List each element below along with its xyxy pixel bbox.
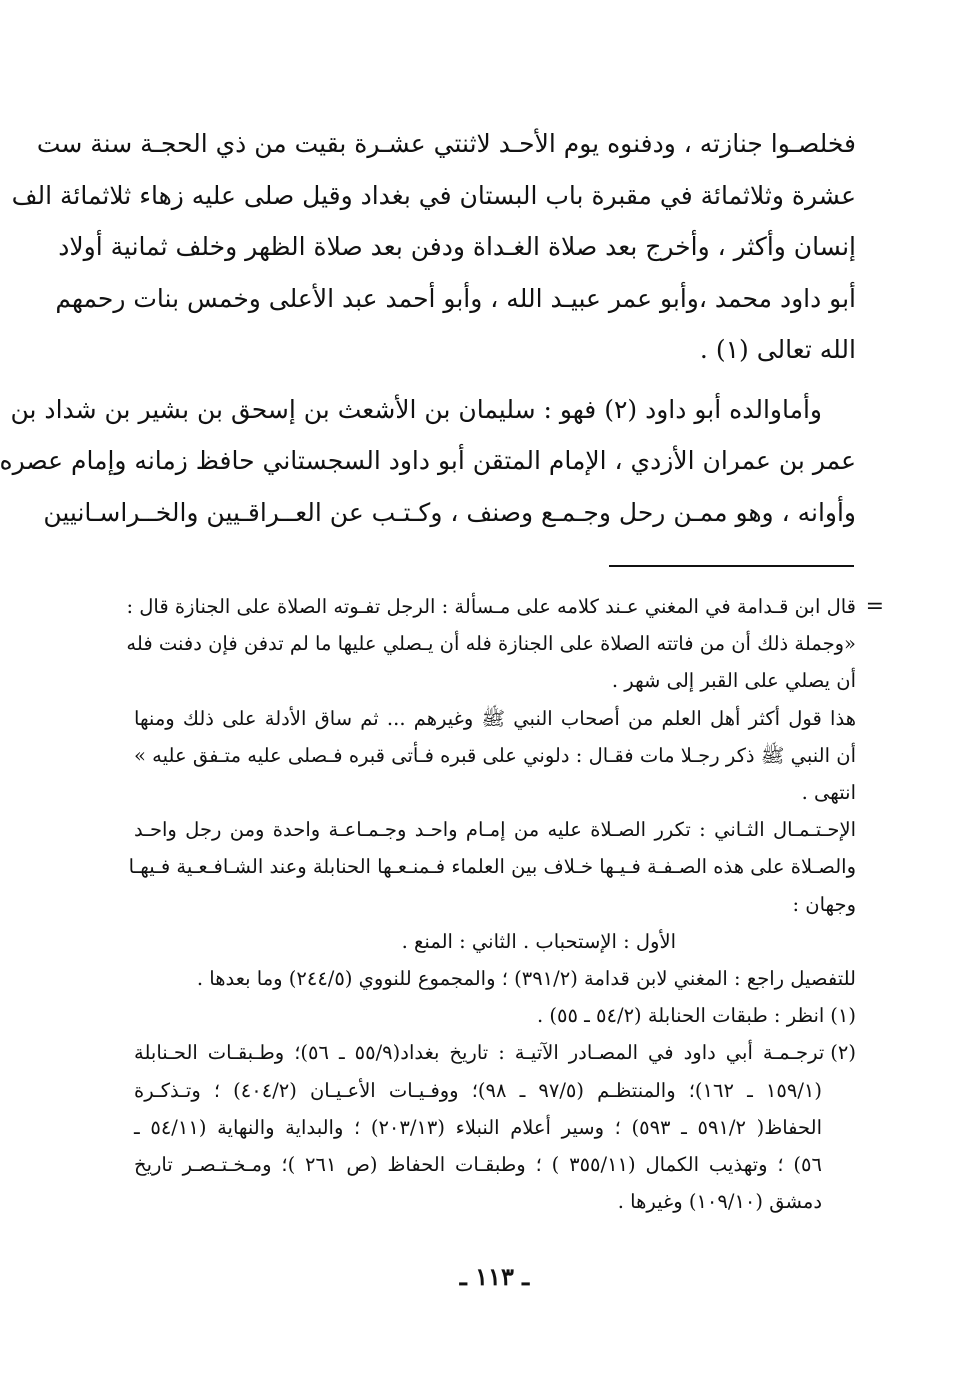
footnote-2 [134,1034,856,1220]
footnote-line: انتهى . [801,781,856,805]
footnote-line: أن يصلي على القبر إلى شهر . [611,669,856,693]
footnote-number: (١) [830,1004,856,1028]
footnote-line: أن النبي ﷺ ذكر رجـلا مات فقـال : دلوني على قبره فـأتى قبره فـصلى عليه متـفق عليه » [134,743,856,767]
text-line: وأوانه ، وهو ممـن رحل وجـمـع وصنف ، وكـتـب عن العــراقـيين والخــراسـانيين [43,497,856,527]
page-number: ـ ١١٣ ـ [459,1262,530,1291]
paragraph-1 [11,118,856,376]
text-line: إنسان وأكثر ، وأخرج بعد صلاة الغـداة ودفن بعد صلاة الظهر وخلف ثمانية أولاد [58,232,856,261]
text-line: فخلصـوا جنازته ، ودفنوه يوم الأحـد لاثنتي عشـرة بقيت من ذي الحجـة سنة ست [36,129,856,158]
footnote-separator [609,565,854,567]
text-line: عشرة وثلاثمائة في مقبرة باب البستان في بغداد وقيل صلى عليه زهاء ثلاثمائة الف [11,180,856,210]
footnote-line: الإحـتـمـال الثـاني : تكرر الصـلاة عليه من إمـام واحـد وجـمـاعـة واحدة ومن رجل واحـد [134,818,856,842]
footnote-text: انظر : طبقات الحنابلة (٥٤/٢ ـ ٥٥) . [536,1004,825,1028]
footnote-line: والصـلاة على هذه الصـفـة فـيـها خـلاف بين العلماء فـمنـعـها الحنابلة وعند الشـافـعـية فـيهـا [128,855,856,879]
footnote-number: (٢) [830,1041,856,1065]
text-line: وأماوالده أبو داود (٢) فهو : سليمان بن الأشعث بن إسحق بن بشير بن شداد بن [10,394,822,424]
text-line: أبو داود محمد ،وأبو عمر عبيـد الله ، وأبو أحمد عبد الأعلى وخمس بنات رحمهم [55,283,856,313]
footnote-line: الأول : الإستحباب . الثاني : المنع . [401,929,676,953]
paragraph-2 [0,384,856,539]
footnote-1 [134,997,856,1034]
main-text [0,118,856,538]
footnote-line: «وجملة ذلك أن من فاتته الصلاة على الجنازة فله أن يـصلي عليها ما لم تدفن فإن دفنت فله [126,632,856,656]
footnote-line: الحفاظ( ٥٩١/٢ ـ ٥٩٣) ؛ وسير أعلام النبلاء (٢٠٣/١٣) ؛ والبداية والنهاية (٥٤/١١ ـ [134,1115,822,1139]
footnote-line: دمشق (١٠٩/١٠) وغيرها . [617,1190,822,1214]
footnote-line: (١٥٩/١ ـ ١٦٢)؛ والمنتظـم (٩٧/٥ ـ ٩٨)؛ ووفـيـات الأعـيـان (٤٠٤/٢) ؛ وتـذكـرة [134,1078,822,1102]
text-line: الله تعالى (١) . [699,335,856,364]
footnotes [126,588,856,1220]
footnote-continuation-marker: = [865,594,884,619]
footnote-line: هذا قول أكثر أهل العلم من أصحاب النبي ﷺ وغيرهم ... ثم ساق الأدلة على ذلك ومنها [134,706,856,730]
text-line: عمر بن عمران الأزدي ، الإمام المتقن أبو داود السجستاني حافظ زمانه وإمام عصره [0,446,856,475]
footnote-line: وجهان : [792,892,856,916]
footnote-line: ٥٦) ؛ وتهذيب الكمال (٣٥٥/١١ ) ؛ وطبقـات الحفاظ (ص ٢٦١ )؛ ومـخـتـصـر تاريخ [134,1153,822,1177]
footnote-continuation [126,588,856,997]
footnote-line [134,997,856,1034]
footnote-text: ترجـمـة أبي داود في المصـادر الآتيـة : تاريخ بغداد(٥٥/٩ ـ ٥٦)؛ وطـبقـات الحـنابلة [134,1041,825,1065]
footnote-line: قال ابن قـدامة في المغني عـند كلامه على مـسألة : الرجل تفـوته الصلاة على الجنازة قال : [126,595,856,618]
footnote-line [134,1034,856,1071]
footnote-line: للتفصيل راجع : المغني لابن قدامة (٣٩١/٢) ؛ والمجموع للنووي (٢٤٤/٥) وما بعدها . [196,967,856,991]
